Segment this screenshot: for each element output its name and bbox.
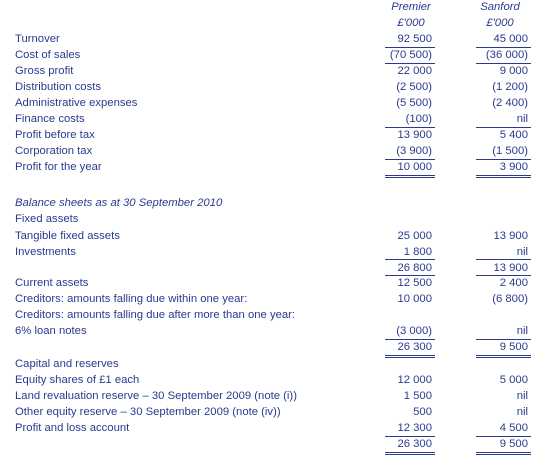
premier-value: 12 300 bbox=[397, 422, 432, 434]
premier-total: 26 300 bbox=[397, 341, 432, 353]
row-label: Cost of sales bbox=[15, 49, 81, 61]
sanford-total: 9 500 bbox=[499, 438, 528, 450]
premier-value: (3 000) bbox=[396, 325, 432, 337]
underline-rule bbox=[385, 259, 435, 260]
premier-value: (3 900) bbox=[396, 145, 432, 157]
premier-value: (100) bbox=[405, 113, 432, 125]
sanford-value: (2 400) bbox=[492, 97, 528, 109]
premier-value: 92 500 bbox=[397, 33, 432, 45]
double-underline-rule bbox=[385, 175, 435, 176]
sanford-value: 2 400 bbox=[499, 277, 528, 289]
premier-value: 12 000 bbox=[397, 374, 432, 386]
sanford-value: nil bbox=[516, 406, 528, 418]
sanford-value: nil bbox=[516, 390, 528, 402]
row-label: Distribution costs bbox=[15, 81, 102, 93]
row-label: Gross profit bbox=[15, 65, 74, 77]
premier-value: 13 900 bbox=[397, 129, 432, 141]
premier-value: 1 500 bbox=[403, 390, 432, 402]
premier-value: 22 000 bbox=[397, 65, 432, 77]
row-label: Investments bbox=[15, 246, 76, 258]
row-label: Creditors: amounts falling due after more than one year: bbox=[15, 309, 296, 321]
row-label: 6% loan notes bbox=[15, 325, 87, 337]
sanford-total: 9 500 bbox=[499, 341, 528, 353]
underline-rule bbox=[476, 63, 531, 64]
premier-value: 500 bbox=[413, 406, 432, 418]
fixed-assets-heading: Fixed assets bbox=[15, 213, 79, 225]
row-label: Profit before tax bbox=[15, 129, 95, 141]
sanford-value: 5 000 bbox=[499, 374, 528, 386]
double-underline-rule bbox=[476, 452, 531, 453]
sanford-value: (1 500) bbox=[492, 145, 528, 157]
sanford-subtotal: 13 900 bbox=[493, 262, 528, 274]
sanford-value: 5 400 bbox=[499, 129, 528, 141]
sanford-value: (6 800) bbox=[492, 293, 528, 305]
underline-rule bbox=[385, 436, 435, 437]
underline-rule bbox=[385, 339, 435, 340]
underline-rule bbox=[385, 275, 435, 276]
underline-rule bbox=[476, 339, 531, 340]
premier-value: (5 500) bbox=[396, 97, 432, 109]
sanford-value: (1 200) bbox=[492, 81, 528, 93]
underline-rule bbox=[476, 259, 531, 260]
premier-subtotal: 26 800 bbox=[397, 262, 432, 274]
capital-heading: Capital and reserves bbox=[15, 358, 119, 370]
premier-value: (70 500) bbox=[389, 49, 432, 61]
row-label: Current assets bbox=[15, 277, 89, 289]
double-underline-rule bbox=[385, 177, 435, 178]
underline-rule bbox=[476, 127, 531, 128]
double-underline-rule bbox=[476, 357, 531, 358]
row-label: Finance costs bbox=[15, 113, 85, 125]
underline-rule bbox=[385, 127, 435, 128]
double-underline-rule bbox=[385, 355, 435, 356]
double-underline-rule bbox=[476, 175, 531, 176]
sanford-value: 3 900 bbox=[499, 161, 528, 173]
premier-header: Premier bbox=[391, 1, 431, 13]
premier-unit: £'000 bbox=[397, 17, 425, 29]
row-label: Other equity reserve – 30 September 2009 (note (iv)) bbox=[15, 406, 281, 418]
double-underline-rule bbox=[385, 357, 435, 358]
sanford-value: nil bbox=[516, 246, 528, 258]
row-label: Land revaluation reserve – 30 September 2009 (note (i)) bbox=[15, 390, 297, 402]
premier-value: 1 800 bbox=[403, 246, 432, 258]
sanford-value: nil bbox=[516, 325, 528, 337]
row-label: Turnover bbox=[15, 33, 60, 45]
double-underline-rule bbox=[476, 355, 531, 356]
underline-rule bbox=[385, 63, 435, 64]
row-label: Creditors: amounts falling due within one year: bbox=[15, 293, 248, 305]
double-underline-rule bbox=[385, 454, 435, 455]
premier-value: 25 000 bbox=[397, 230, 432, 242]
underline-rule bbox=[476, 275, 531, 276]
premier-total: 26 300 bbox=[397, 438, 432, 450]
row-label: Profit for the year bbox=[15, 161, 102, 173]
underline-rule bbox=[476, 159, 531, 160]
premier-value: (2 500) bbox=[396, 81, 432, 93]
sanford-value: 13 900 bbox=[493, 230, 528, 242]
row-label: Corporation tax bbox=[15, 145, 93, 157]
sanford-unit: £'000 bbox=[486, 17, 514, 29]
double-underline-rule bbox=[476, 454, 531, 455]
sanford-value: 9 000 bbox=[499, 65, 528, 77]
balance-sheet-title: Balance sheets as at 30 September 2010 bbox=[15, 197, 223, 209]
row-label: Profit and loss account bbox=[15, 422, 130, 434]
sanford-header: Sanford bbox=[480, 1, 520, 13]
underline-rule bbox=[385, 159, 435, 160]
sanford-value: 4 500 bbox=[499, 422, 528, 434]
premier-value: 12 500 bbox=[397, 277, 432, 289]
sanford-value: nil bbox=[516, 113, 528, 125]
row-label: Tangible fixed assets bbox=[15, 230, 120, 242]
sanford-value: (36 000) bbox=[485, 49, 528, 61]
sanford-value: 45 000 bbox=[493, 33, 528, 45]
row-label: Administrative expenses bbox=[15, 97, 138, 109]
underline-rule bbox=[476, 47, 531, 48]
premier-value: 10 000 bbox=[397, 293, 432, 305]
premier-value: 10 000 bbox=[397, 161, 432, 173]
underline-rule bbox=[476, 436, 531, 437]
underline-rule bbox=[385, 47, 435, 48]
double-underline-rule bbox=[385, 452, 435, 453]
row-label: Equity shares of £1 each bbox=[15, 374, 140, 386]
double-underline-rule bbox=[476, 177, 531, 178]
